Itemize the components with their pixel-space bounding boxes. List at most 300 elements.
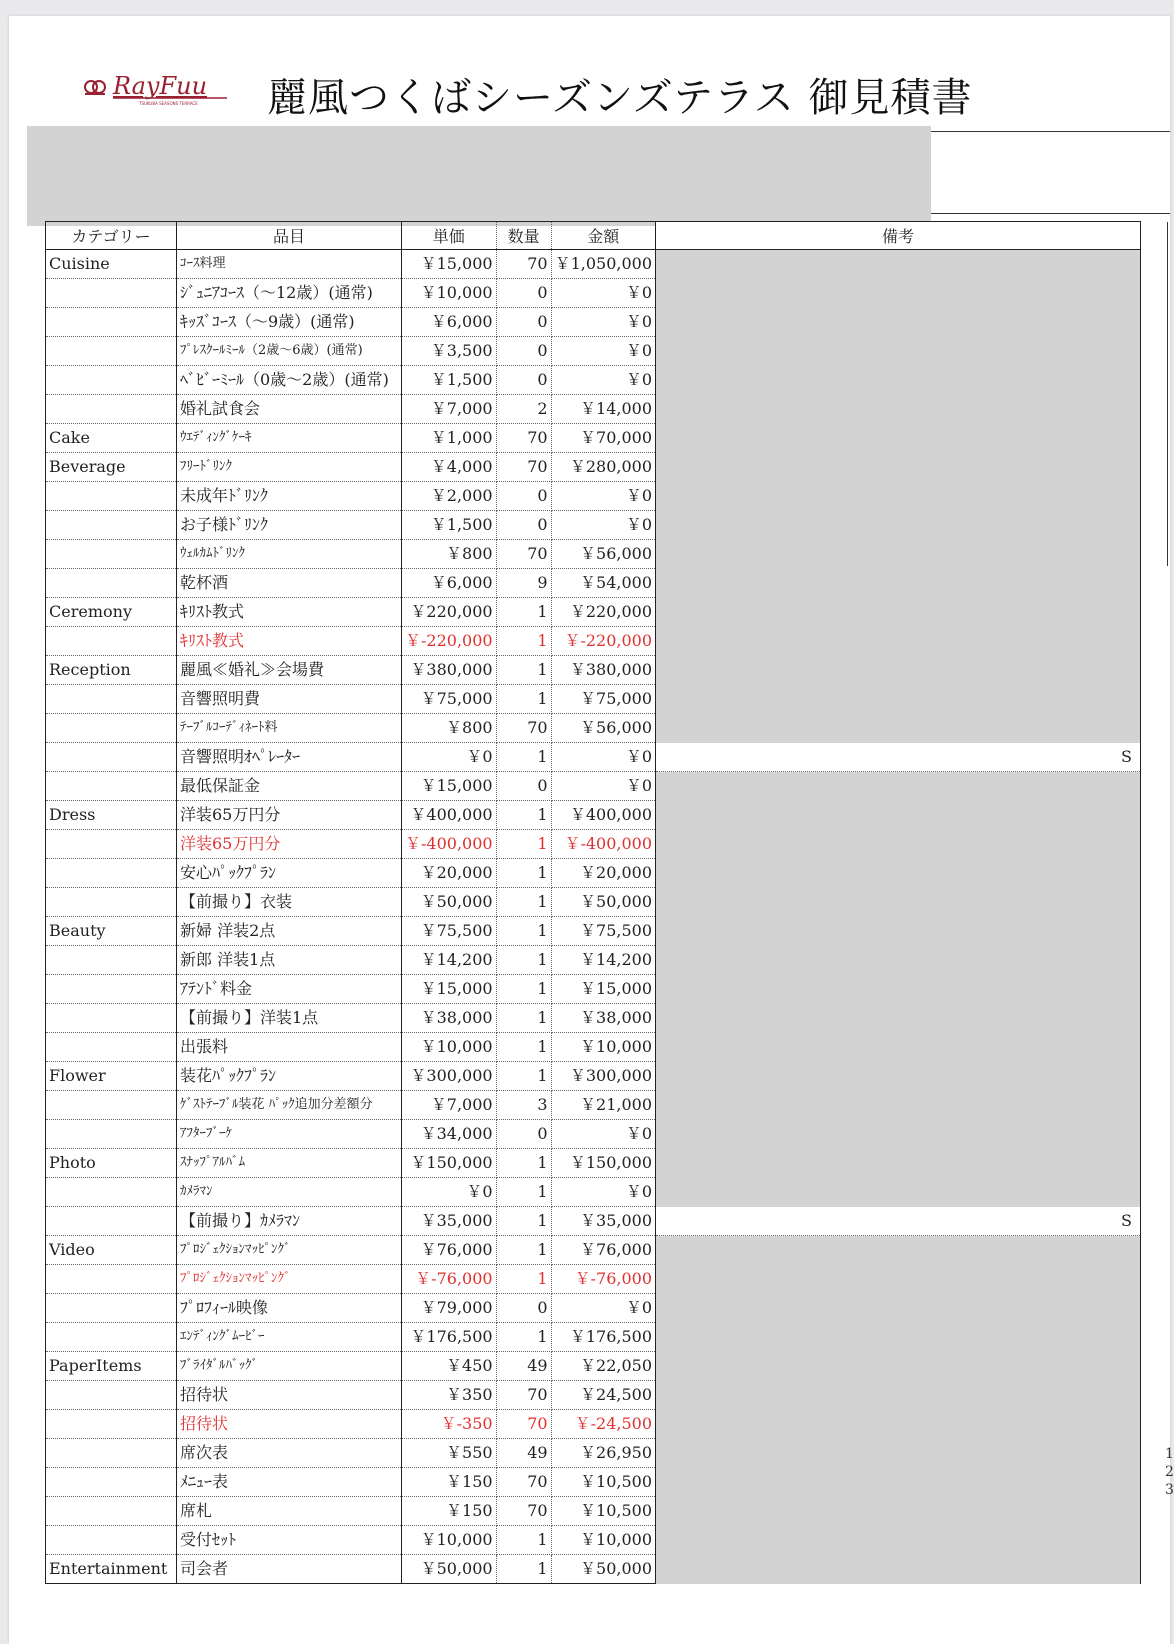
quote-table bbox=[45, 221, 1141, 1584]
item-cell: 音響照明ｵﾍﾟﾚｰﾀｰ bbox=[177, 743, 402, 772]
notes-cell: S bbox=[656, 1207, 1141, 1236]
notes-cell bbox=[656, 424, 1141, 453]
amount-cell: ￥10,500 bbox=[551, 1497, 655, 1526]
amount-cell: ￥0 bbox=[551, 1178, 655, 1207]
notes-cell bbox=[656, 1497, 1141, 1526]
amount-cell: ￥0 bbox=[551, 337, 655, 366]
unit-price-cell: ￥2,000 bbox=[402, 482, 497, 511]
unit-price-cell: ￥38,000 bbox=[402, 1004, 497, 1033]
category-cell: Video bbox=[46, 1236, 177, 1265]
item-cell: 乾杯酒 bbox=[177, 569, 402, 598]
category-cell bbox=[46, 1091, 177, 1120]
category-cell bbox=[46, 1294, 177, 1323]
notes-cell bbox=[656, 1410, 1141, 1439]
quantity-cell: 1 bbox=[496, 1265, 551, 1294]
unit-price-cell: ￥10,000 bbox=[402, 1526, 497, 1555]
item-cell: 招待状 bbox=[177, 1410, 402, 1439]
quantity-cell: 0 bbox=[496, 511, 551, 540]
unit-price-cell: ￥75,000 bbox=[402, 685, 497, 714]
unit-price-cell: ￥15,000 bbox=[402, 975, 497, 1004]
quantity-cell: 1 bbox=[496, 1207, 551, 1236]
quantity-cell: 1 bbox=[496, 1555, 551, 1584]
table-row bbox=[46, 830, 1141, 859]
table-row bbox=[46, 917, 1141, 946]
quantity-cell: 0 bbox=[496, 482, 551, 511]
unit-price-cell: ￥7,000 bbox=[402, 395, 497, 424]
category-cell bbox=[46, 1526, 177, 1555]
category-cell bbox=[46, 627, 177, 656]
header-rule-top bbox=[931, 131, 1170, 132]
table-row bbox=[46, 1294, 1141, 1323]
category-cell: Beverage bbox=[46, 453, 177, 482]
category-cell: Photo bbox=[46, 1149, 177, 1178]
unit-price-cell: ￥800 bbox=[402, 714, 497, 743]
item-cell: ﾌﾟﾛｼﾞｪｸｼｮﾝﾏｯﾋﾟﾝｸﾞ bbox=[177, 1265, 402, 1294]
amount-cell: ￥70,000 bbox=[551, 424, 655, 453]
item-cell: 席次表 bbox=[177, 1439, 402, 1468]
category-cell bbox=[46, 540, 177, 569]
category-cell bbox=[46, 1497, 177, 1526]
table-row bbox=[46, 1410, 1141, 1439]
notes-cell bbox=[656, 830, 1141, 859]
col-header-item: 品目 bbox=[177, 222, 402, 250]
amount-cell: ￥0 bbox=[551, 366, 655, 395]
category-cell bbox=[46, 1265, 177, 1294]
unit-price-cell: ￥6,000 bbox=[402, 569, 497, 598]
item-cell: ﾌﾟﾛﾌｨｰﾙ映像 bbox=[177, 1294, 402, 1323]
notes-cell bbox=[656, 569, 1141, 598]
category-cell bbox=[46, 830, 177, 859]
item-cell: 席札 bbox=[177, 1497, 402, 1526]
item-cell: ｱﾃﾝﾄﾞ料金 bbox=[177, 975, 402, 1004]
item-cell: 婚礼試食会 bbox=[177, 395, 402, 424]
quantity-cell: 1 bbox=[496, 627, 551, 656]
unit-price-cell: ￥380,000 bbox=[402, 656, 497, 685]
table-row bbox=[46, 1004, 1141, 1033]
amount-cell: ￥-220,000 bbox=[551, 627, 655, 656]
quantity-cell: 70 bbox=[496, 1410, 551, 1439]
table-row bbox=[46, 801, 1141, 830]
category-cell bbox=[46, 337, 177, 366]
unit-price-cell: ￥300,000 bbox=[402, 1062, 497, 1091]
category-cell bbox=[46, 1207, 177, 1236]
item-cell: 新郎 洋装1点 bbox=[177, 946, 402, 975]
table-row bbox=[46, 308, 1141, 337]
amount-cell: ￥10,500 bbox=[551, 1468, 655, 1497]
quantity-cell: 1 bbox=[496, 888, 551, 917]
item-cell: ｳｪﾙｶﾑﾄﾞﾘﾝｸ bbox=[177, 540, 402, 569]
col-header-category: カテゴリー bbox=[46, 222, 177, 250]
category-cell bbox=[46, 946, 177, 975]
amount-cell: ￥54,000 bbox=[551, 569, 655, 598]
notes-cell bbox=[656, 1294, 1141, 1323]
amount-cell: ￥176,500 bbox=[551, 1323, 655, 1352]
amount-cell: ￥22,050 bbox=[551, 1352, 655, 1381]
unit-price-cell: ￥-350 bbox=[402, 1410, 497, 1439]
item-cell: ｷﾘｽﾄ教式 bbox=[177, 627, 402, 656]
unit-price-cell: ￥10,000 bbox=[402, 1033, 497, 1062]
item-cell: ｼﾞｭﾆｱｺｰｽ（～12歳）(通常) bbox=[177, 279, 402, 308]
quantity-cell: 70 bbox=[496, 1381, 551, 1410]
quantity-cell: 1 bbox=[496, 1178, 551, 1207]
amount-cell: ￥380,000 bbox=[551, 656, 655, 685]
notes-cell bbox=[656, 511, 1141, 540]
item-cell: 洋装65万円分 bbox=[177, 830, 402, 859]
item-cell: ｷｯｽﾞｺｰｽ（～9歳）(通常) bbox=[177, 308, 402, 337]
table-row bbox=[46, 482, 1141, 511]
item-cell: ﾃｰﾌﾞﾙｺｰﾃﾞｨﾈｰﾄ料 bbox=[177, 714, 402, 743]
amount-cell: ￥0 bbox=[551, 772, 655, 801]
table-row bbox=[46, 453, 1141, 482]
table-row bbox=[46, 1323, 1141, 1352]
category-cell bbox=[46, 395, 177, 424]
item-cell: 司会者 bbox=[177, 1555, 402, 1584]
quantity-cell: 70 bbox=[496, 424, 551, 453]
notes-cell bbox=[656, 1062, 1141, 1091]
item-cell: 招待状 bbox=[177, 1381, 402, 1410]
notes-cell bbox=[656, 1555, 1141, 1584]
quantity-cell: 70 bbox=[496, 714, 551, 743]
quote-table-body bbox=[46, 250, 1141, 1584]
quantity-cell: 70 bbox=[496, 540, 551, 569]
table-row bbox=[46, 1381, 1141, 1410]
unit-price-cell: ￥350 bbox=[402, 1381, 497, 1410]
quantity-cell: 0 bbox=[496, 1294, 551, 1323]
category-cell bbox=[46, 1033, 177, 1062]
unit-price-cell: ￥1,500 bbox=[402, 511, 497, 540]
category-cell bbox=[46, 279, 177, 308]
table-row bbox=[46, 1120, 1141, 1149]
item-cell: 麗風≪婚礼≫会場費 bbox=[177, 656, 402, 685]
table-row bbox=[46, 1265, 1141, 1294]
notes-cell bbox=[656, 250, 1141, 279]
notes-cell bbox=[656, 656, 1141, 685]
item-cell: ｺｰｽ料理 bbox=[177, 250, 402, 279]
notes-cell: S bbox=[656, 743, 1141, 772]
category-cell bbox=[46, 1410, 177, 1439]
notes-cell bbox=[656, 859, 1141, 888]
category-cell bbox=[46, 569, 177, 598]
item-cell: 未成年ﾄﾞﾘﾝｸ bbox=[177, 482, 402, 511]
quantity-cell: 1 bbox=[496, 598, 551, 627]
quantity-cell: 1 bbox=[496, 801, 551, 830]
notes-cell bbox=[656, 627, 1141, 656]
quantity-cell: 1 bbox=[496, 1149, 551, 1178]
quantity-cell: 1 bbox=[496, 946, 551, 975]
item-cell: ｱﾌﾀｰﾌﾞｰｹ bbox=[177, 1120, 402, 1149]
unit-price-cell: ￥3,500 bbox=[402, 337, 497, 366]
amount-cell: ￥300,000 bbox=[551, 1062, 655, 1091]
quantity-cell: 0 bbox=[496, 366, 551, 395]
category-cell: Reception bbox=[46, 656, 177, 685]
amount-cell: ￥26,950 bbox=[551, 1439, 655, 1468]
unit-price-cell: ￥50,000 bbox=[402, 888, 497, 917]
svg-text:TSUKUBA SEASONS TERRACE: TSUKUBA SEASONS TERRACE bbox=[139, 101, 198, 106]
redacted-customer-info bbox=[27, 126, 931, 226]
quantity-cell: 70 bbox=[496, 1468, 551, 1497]
unit-price-cell: ￥400,000 bbox=[402, 801, 497, 830]
amount-cell: ￥75,500 bbox=[551, 917, 655, 946]
item-cell: 音響照明費 bbox=[177, 685, 402, 714]
category-cell bbox=[46, 859, 177, 888]
item-cell: ｶﾒﾗﾏﾝ bbox=[177, 1178, 402, 1207]
quantity-cell: 1 bbox=[496, 1323, 551, 1352]
notes-cell bbox=[656, 975, 1141, 1004]
item-cell: お子様ﾄﾞﾘﾝｸ bbox=[177, 511, 402, 540]
category-cell bbox=[46, 714, 177, 743]
amount-cell: ￥38,000 bbox=[551, 1004, 655, 1033]
unit-price-cell: ￥76,000 bbox=[402, 1236, 497, 1265]
category-cell: Dress bbox=[46, 801, 177, 830]
amount-cell: ￥400,000 bbox=[551, 801, 655, 830]
item-cell: 装花ﾊﾟｯｸﾌﾟﾗﾝ bbox=[177, 1062, 402, 1091]
notes-cell bbox=[656, 1439, 1141, 1468]
category-cell: Cuisine bbox=[46, 250, 177, 279]
table-row bbox=[46, 337, 1141, 366]
quantity-cell: 0 bbox=[496, 772, 551, 801]
amount-cell: ￥56,000 bbox=[551, 540, 655, 569]
unit-price-cell: ￥50,000 bbox=[402, 1555, 497, 1584]
col-header-unit-price: 単価 bbox=[402, 222, 497, 250]
item-cell: 最低保証金 bbox=[177, 772, 402, 801]
item-cell: ﾍﾞﾋﾞｰﾐｰﾙ（0歳～2歳）(通常) bbox=[177, 366, 402, 395]
table-row bbox=[46, 366, 1141, 395]
item-cell: ﾌﾞﾗｲﾀﾞﾙﾊﾞｯｸﾞ bbox=[177, 1352, 402, 1381]
header-rule-bottom bbox=[931, 213, 1170, 214]
amount-cell: ￥0 bbox=[551, 279, 655, 308]
svg-text:RayFuu: RayFuu bbox=[113, 72, 208, 100]
document-title: 麗風つくばシーズンズテラス 御見積書 bbox=[267, 75, 973, 121]
category-cell bbox=[46, 888, 177, 917]
item-cell: ｽﾅｯﾌﾟｱﾙﾊﾞﾑ bbox=[177, 1149, 402, 1178]
unit-price-cell: ￥550 bbox=[402, 1439, 497, 1468]
side-fragment-1: 1 bbox=[1165, 1446, 1174, 1462]
unit-price-cell: ￥-400,000 bbox=[402, 830, 497, 859]
table-header-row bbox=[46, 222, 1141, 250]
item-cell: ﾌﾟﾚｽｸｰﾙﾐｰﾙ（2歳～6歳）(通常) bbox=[177, 337, 402, 366]
notes-cell bbox=[656, 1149, 1141, 1178]
quantity-cell: 1 bbox=[496, 1033, 551, 1062]
unit-price-cell: ￥34,000 bbox=[402, 1120, 497, 1149]
unit-price-cell: ￥220,000 bbox=[402, 598, 497, 627]
unit-price-cell: ￥150 bbox=[402, 1468, 497, 1497]
notes-cell bbox=[656, 366, 1141, 395]
quantity-cell: 1 bbox=[496, 656, 551, 685]
notes-cell bbox=[656, 917, 1141, 946]
unit-price-cell: ￥800 bbox=[402, 540, 497, 569]
notes-cell bbox=[656, 453, 1141, 482]
quantity-cell: 1 bbox=[496, 1062, 551, 1091]
notes-cell bbox=[656, 1091, 1141, 1120]
unit-price-cell: ￥75,500 bbox=[402, 917, 497, 946]
quantity-cell: 9 bbox=[496, 569, 551, 598]
quantity-cell: 70 bbox=[496, 250, 551, 279]
table-row bbox=[46, 569, 1141, 598]
unit-price-cell: ￥0 bbox=[402, 1178, 497, 1207]
unit-price-cell: ￥450 bbox=[402, 1352, 497, 1381]
quantity-cell: 1 bbox=[496, 917, 551, 946]
table-row bbox=[46, 772, 1141, 801]
table-row bbox=[46, 598, 1141, 627]
notes-cell bbox=[656, 1323, 1141, 1352]
item-cell: 【前撮り】衣装 bbox=[177, 888, 402, 917]
quote-sheet bbox=[9, 16, 1174, 1644]
quantity-cell: 1 bbox=[496, 1236, 551, 1265]
table-row bbox=[46, 424, 1141, 453]
notes-cell bbox=[656, 1526, 1141, 1555]
quantity-cell: 0 bbox=[496, 337, 551, 366]
table-row bbox=[46, 1033, 1141, 1062]
notes-cell bbox=[656, 801, 1141, 830]
unit-price-cell: ￥20,000 bbox=[402, 859, 497, 888]
amount-cell: ￥50,000 bbox=[551, 888, 655, 917]
item-cell: ﾌﾘｰﾄﾞﾘﾝｸ bbox=[177, 453, 402, 482]
unit-price-cell: ￥4,000 bbox=[402, 453, 497, 482]
notes-cell bbox=[656, 1236, 1141, 1265]
item-cell: 新婦 洋装2点 bbox=[177, 917, 402, 946]
col-header-amount: 金額 bbox=[551, 222, 655, 250]
notes-cell bbox=[656, 540, 1141, 569]
amount-cell: ￥0 bbox=[551, 1120, 655, 1149]
quantity-cell: 0 bbox=[496, 1120, 551, 1149]
amount-cell: ￥0 bbox=[551, 511, 655, 540]
quantity-cell: 49 bbox=[496, 1439, 551, 1468]
category-cell: Ceremony bbox=[46, 598, 177, 627]
table-row bbox=[46, 511, 1141, 540]
category-cell bbox=[46, 1439, 177, 1468]
unit-price-cell: ￥15,000 bbox=[402, 250, 497, 279]
category-cell bbox=[46, 1120, 177, 1149]
category-cell: Flower bbox=[46, 1062, 177, 1091]
quantity-cell: 1 bbox=[496, 743, 551, 772]
quantity-cell: 2 bbox=[496, 395, 551, 424]
notes-cell bbox=[656, 1352, 1141, 1381]
quantity-cell: 0 bbox=[496, 279, 551, 308]
category-cell bbox=[46, 511, 177, 540]
amount-cell: ￥20,000 bbox=[551, 859, 655, 888]
amount-cell: ￥0 bbox=[551, 1294, 655, 1323]
item-cell: 【前撮り】ｶﾒﾗﾏﾝ bbox=[177, 1207, 402, 1236]
category-cell bbox=[46, 482, 177, 511]
table-row bbox=[46, 540, 1141, 569]
item-cell: 受付ｾｯﾄ bbox=[177, 1526, 402, 1555]
unit-price-cell: ￥35,000 bbox=[402, 1207, 497, 1236]
notes-cell bbox=[656, 1468, 1141, 1497]
table-row bbox=[46, 946, 1141, 975]
category-cell bbox=[46, 743, 177, 772]
table-row bbox=[46, 395, 1141, 424]
category-cell bbox=[46, 1004, 177, 1033]
amount-cell: ￥75,000 bbox=[551, 685, 655, 714]
unit-price-cell: ￥-220,000 bbox=[402, 627, 497, 656]
amount-cell: ￥10,000 bbox=[551, 1033, 655, 1062]
table-row bbox=[46, 1236, 1141, 1265]
right-panel-edge bbox=[1167, 222, 1171, 566]
notes-cell bbox=[656, 1178, 1141, 1207]
quantity-cell: 1 bbox=[496, 685, 551, 714]
amount-cell: ￥-76,000 bbox=[551, 1265, 655, 1294]
amount-cell: ￥15,000 bbox=[551, 975, 655, 1004]
notes-cell bbox=[656, 1265, 1141, 1294]
quantity-cell: 1 bbox=[496, 975, 551, 1004]
table-row bbox=[46, 685, 1141, 714]
unit-price-cell: ￥14,200 bbox=[402, 946, 497, 975]
unit-price-cell: ￥150,000 bbox=[402, 1149, 497, 1178]
quantity-cell: 1 bbox=[496, 1526, 551, 1555]
item-cell: ﾒﾆｭｰ表 bbox=[177, 1468, 402, 1497]
amount-cell: ￥21,000 bbox=[551, 1091, 655, 1120]
side-fragment-2: 2 bbox=[1165, 1464, 1174, 1480]
notes-cell bbox=[656, 395, 1141, 424]
table-row bbox=[46, 1497, 1141, 1526]
category-cell: Beauty bbox=[46, 917, 177, 946]
amount-cell: ￥-400,000 bbox=[551, 830, 655, 859]
unit-price-cell: ￥1,000 bbox=[402, 424, 497, 453]
notes-cell bbox=[656, 337, 1141, 366]
table-row bbox=[46, 888, 1141, 917]
notes-cell bbox=[656, 279, 1141, 308]
amount-cell: ￥50,000 bbox=[551, 1555, 655, 1584]
category-cell: Cake bbox=[46, 424, 177, 453]
unit-price-cell: ￥6,000 bbox=[402, 308, 497, 337]
category-cell bbox=[46, 772, 177, 801]
item-cell: 出張料 bbox=[177, 1033, 402, 1062]
item-cell: ﾌﾟﾛｼﾞｪｸｼｮﾝﾏｯﾋﾟﾝｸﾞ bbox=[177, 1236, 402, 1265]
table-row bbox=[46, 1468, 1141, 1497]
unit-price-cell: ￥0 bbox=[402, 743, 497, 772]
amount-cell: ￥35,000 bbox=[551, 1207, 655, 1236]
item-cell: 【前撮り】洋装1点 bbox=[177, 1004, 402, 1033]
notes-cell bbox=[656, 482, 1141, 511]
category-cell bbox=[46, 366, 177, 395]
amount-cell: ￥24,500 bbox=[551, 1381, 655, 1410]
unit-price-cell: ￥-76,000 bbox=[402, 1265, 497, 1294]
category-cell bbox=[46, 685, 177, 714]
amount-cell: ￥-24,500 bbox=[551, 1410, 655, 1439]
unit-price-cell: ￥1,500 bbox=[402, 366, 497, 395]
amount-cell: ￥220,000 bbox=[551, 598, 655, 627]
notes-cell bbox=[656, 714, 1141, 743]
notes-cell bbox=[656, 1033, 1141, 1062]
amount-cell: ￥14,200 bbox=[551, 946, 655, 975]
table-row bbox=[46, 714, 1141, 743]
table-row bbox=[46, 1062, 1141, 1091]
notes-cell bbox=[656, 946, 1141, 975]
table-row bbox=[46, 1091, 1141, 1120]
side-fragment-3: 3 bbox=[1165, 1482, 1174, 1498]
unit-price-cell: ￥10,000 bbox=[402, 279, 497, 308]
notes-cell bbox=[656, 772, 1141, 801]
item-cell: ｹﾞｽﾄﾃｰﾌﾞﾙ装花 ﾊﾟｯｸ追加分差額分 bbox=[177, 1091, 402, 1120]
amount-cell: ￥150,000 bbox=[551, 1149, 655, 1178]
table-row bbox=[46, 250, 1141, 279]
quantity-cell: 1 bbox=[496, 1004, 551, 1033]
category-cell bbox=[46, 1468, 177, 1497]
table-row bbox=[46, 1207, 1141, 1236]
amount-cell: ￥0 bbox=[551, 308, 655, 337]
category-cell bbox=[46, 1381, 177, 1410]
amount-cell: ￥280,000 bbox=[551, 453, 655, 482]
amount-cell: ￥14,000 bbox=[551, 395, 655, 424]
item-cell: ｴﾝﾃﾞｨﾝｸﾞﾑｰﾋﾞｰ bbox=[177, 1323, 402, 1352]
table-row bbox=[46, 1526, 1141, 1555]
item-cell: ｷﾘｽﾄ教式 bbox=[177, 598, 402, 627]
unit-price-cell: ￥176,500 bbox=[402, 1323, 497, 1352]
table-row bbox=[46, 627, 1141, 656]
amount-cell: ￥10,000 bbox=[551, 1526, 655, 1555]
quantity-cell: 1 bbox=[496, 830, 551, 859]
item-cell: 安心ﾊﾟｯｸﾌﾟﾗﾝ bbox=[177, 859, 402, 888]
